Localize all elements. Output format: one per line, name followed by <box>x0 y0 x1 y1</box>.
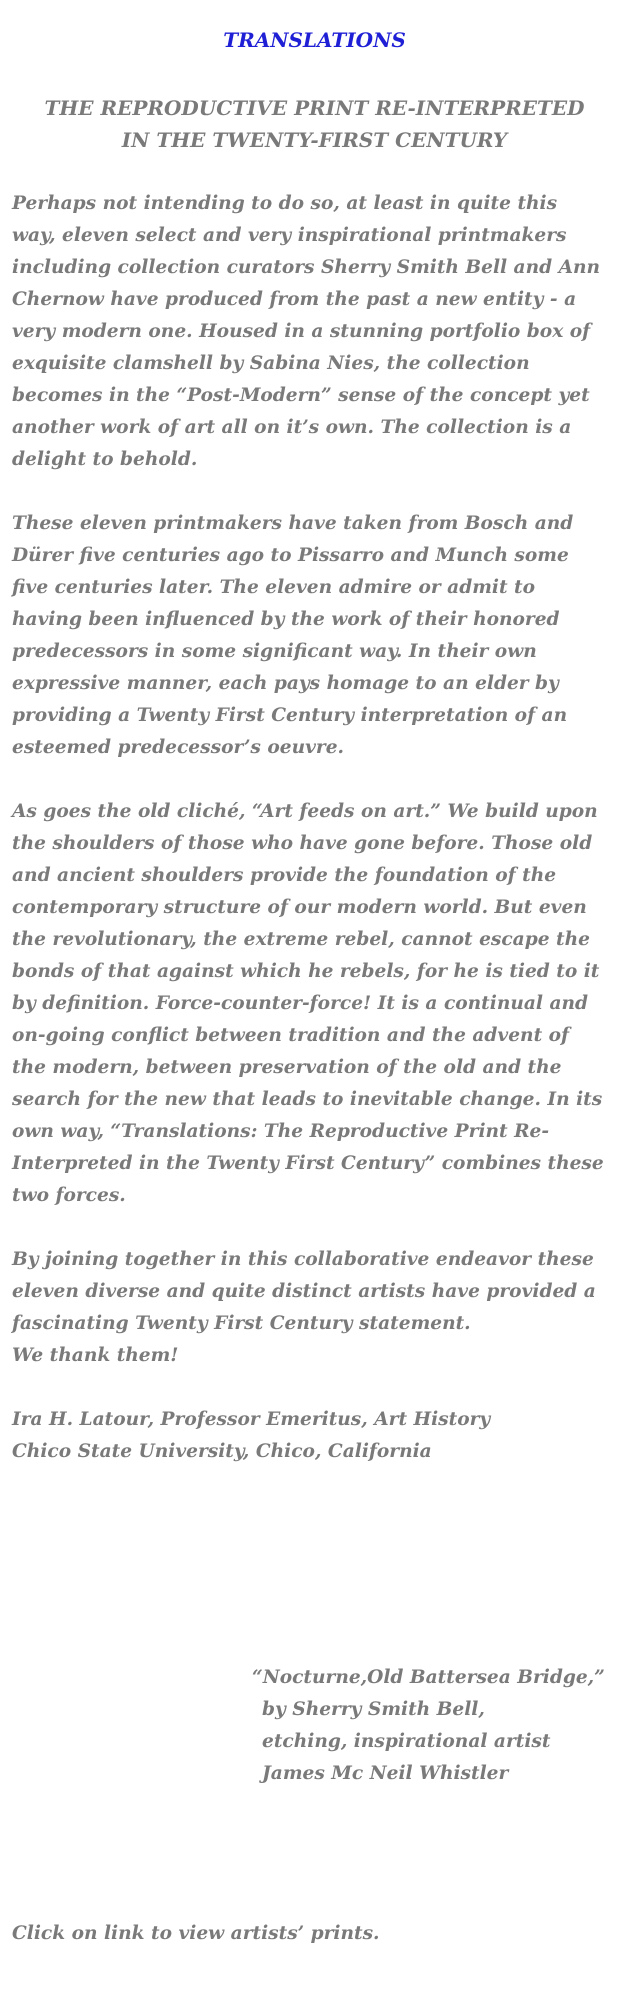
author-signature <box>12 1404 624 1468</box>
paragraph-line: fascinating Twenty First Century statement. <box>12 1313 471 1334</box>
paragraph-line: the shoulders of those who have gone before. Those old <box>12 833 593 854</box>
closing-paragraph <box>12 1244 624 1372</box>
paragraph-line: We thank them! <box>12 1345 179 1366</box>
page-heading <box>0 92 629 156</box>
paragraph-line: way, eleven select and very inspirational printmakers <box>12 225 567 246</box>
caption-artist: by Sherry Smith Bell, <box>262 1699 485 1720</box>
paragraph-line: two forces. <box>12 1185 126 1206</box>
signature-affiliation: Chico State University, Chico, California <box>12 1441 432 1462</box>
heading-line-2: IN THE TWENTY-FIRST CENTURY <box>121 128 508 152</box>
paragraph-line: the modern, between preservation of the old and the <box>12 1057 562 1078</box>
paragraph-line: by definition. Force-counter-force! It is a continual and <box>12 993 589 1014</box>
translations-link[interactable]: TRANSLATIONS <box>223 28 406 52</box>
paragraph-line: As goes the old cliché, “Art feeds on art.” We build upon <box>12 801 598 822</box>
paragraph-line: By joining together in this collaborative endeavor these <box>12 1249 594 1270</box>
intro-paragraph <box>12 188 624 476</box>
paragraph-line: expressive manner, each pays homage to an elder by <box>12 673 559 694</box>
paragraph-line: eleven diverse and quite distinct artists have provided a <box>12 1281 596 1302</box>
paragraph-line: search for the new that leads to inevitable change. In its <box>12 1089 603 1110</box>
caption-title: “Nocturne,Old Battersea Bridge,” <box>252 1667 605 1688</box>
paragraph-line: another work of art all on it’s own. The collection is a <box>12 417 572 438</box>
paragraph-line: very modern one. Housed in a stunning portfolio box of <box>12 321 591 342</box>
image-caption <box>252 1662 605 1790</box>
paragraph-line: five centuries later. The eleven admire or admit to <box>12 577 536 598</box>
paragraph-line: These eleven printmakers have taken from Bosch and <box>12 513 574 534</box>
paragraph-line: predecessors in some significant way. In their own <box>12 641 537 662</box>
paragraph-line: Interpreted in the Twenty First Century” combines these <box>12 1153 604 1174</box>
heading-line-1: THE REPRODUCTIVE PRINT RE-INTERPRETED <box>44 96 585 120</box>
paragraph-line: and ancient shoulders provide the foundation of the <box>12 865 557 886</box>
paragraph-line: the revolutionary, the extreme rebel, cannot escape the <box>12 929 590 950</box>
paragraph-line: contemporary structure of our modern world. But even <box>12 897 587 918</box>
view-prints-link[interactable]: Click on link to view artists’ prints. <box>12 1923 380 1944</box>
paragraph-line: esteemed predecessor’s oeuvre. <box>12 737 345 758</box>
art-feeds-on-art-paragraph <box>12 796 624 1212</box>
paragraph-line: becomes in the “Post-Modern” sense of the concept yet <box>12 385 590 406</box>
paragraph-line: Chernow have produced from the past a new entity - a <box>12 289 577 310</box>
printmakers-paragraph <box>12 508 624 764</box>
paragraph-line: delight to behold. <box>12 449 198 470</box>
caption-inspiration: James Mc Neil Whistler <box>262 1763 509 1784</box>
paragraph-line: on-going conflict between tradition and the advent of <box>12 1025 570 1046</box>
paragraph-line: Perhaps not intending to do so, at least in quite this <box>12 193 558 214</box>
signature-name: Ira H. Latour, Professor Emeritus, Art History <box>12 1409 491 1430</box>
caption-medium: etching, inspirational artist <box>262 1731 551 1752</box>
paragraph-line: Dürer five centuries ago to Pissarro and Munch some <box>12 545 569 566</box>
paragraph-line: providing a Twenty First Century interpretation of an <box>12 705 568 726</box>
paragraph-line: own way, “Translations: The Reproductive Print Re- <box>12 1121 550 1142</box>
paragraph-line: including collection curators Sherry Smith Bell and Ann <box>12 257 601 278</box>
paragraph-line: having been influenced by the work of their honored <box>12 609 560 630</box>
paragraph-line: bonds of that against which he rebels, for he is tied to it <box>12 961 600 982</box>
paragraph-line: exquisite clamshell by Sabina Nies, the collection <box>12 353 530 374</box>
